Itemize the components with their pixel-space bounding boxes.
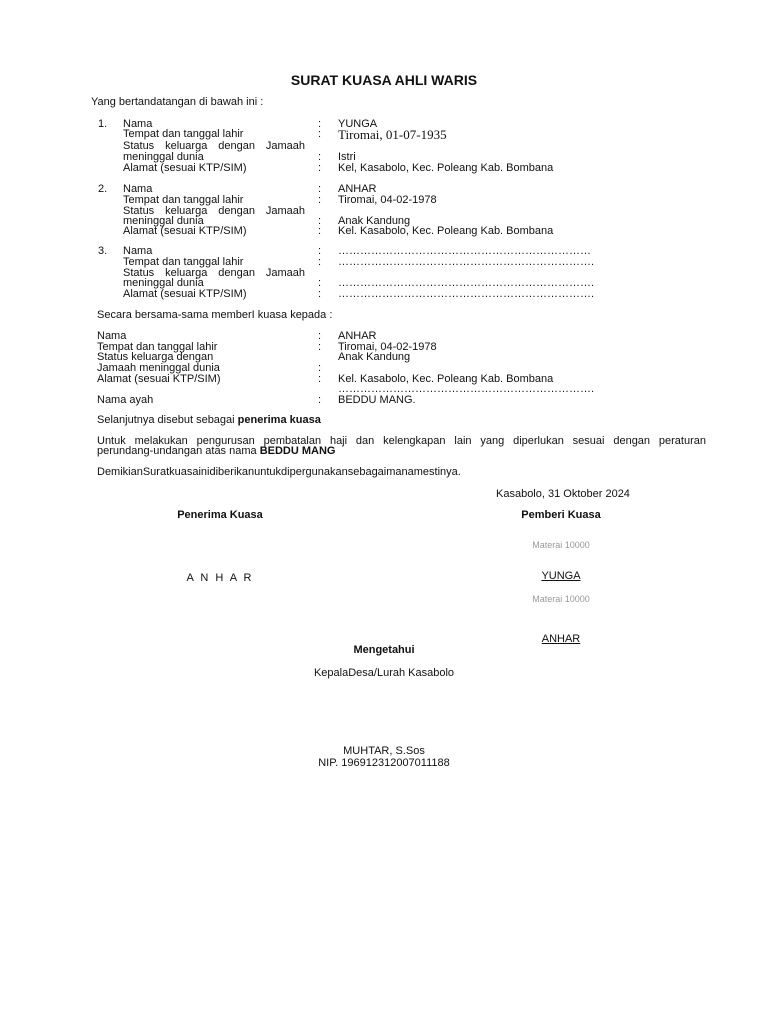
colon: : [318, 362, 322, 374]
value-alamat-dots: ……………………………………………………………. [338, 383, 595, 395]
penerima-name: A N H A R [186, 572, 254, 584]
label-status: Status keluarga dengan [97, 351, 214, 363]
place-date: Kasabolo, 31 Oktober 2024 [496, 488, 630, 500]
value-status: Anak Kandung [338, 351, 411, 363]
kepala-desa-title: KepalaDesa/Lurah Kasabolo [313, 667, 455, 679]
label-alamat: Alamat (sesuai KTP/SIM) [97, 373, 221, 385]
value-nama: …………………………………………………………… [338, 245, 591, 257]
person-number: 3. [98, 245, 108, 257]
label-nama: Nama [123, 245, 153, 257]
label-status: Status keluarga dengan Jamaah [123, 205, 305, 217]
value-ttl: Tiromai, 04-02-1978 [338, 194, 437, 206]
colon: : [318, 128, 322, 140]
value-nama: ANHAR [338, 330, 377, 342]
label-alamat: Alamat (sesuai KTP/SIM) [123, 225, 247, 237]
official-name: MUHTAR, S.Sos [343, 745, 425, 757]
colon: : [318, 225, 322, 237]
demikian-text: DemikianSuratkuasainidiberikanuntukdipergunakansebagaimanamestinya. [97, 466, 461, 478]
penerima-heading: Penerima Kuasa [177, 509, 263, 521]
label-nama: Nama [97, 330, 127, 342]
secara-text: Secara bersama-sama memberI kuasa kepada : [97, 309, 333, 321]
label-ttl: Tempat dan tanggal lahir [123, 128, 244, 140]
label-status-cont: Jamaah meninggal dunia [97, 362, 220, 374]
label-alamat: Alamat (sesuai KTP/SIM) [123, 288, 247, 300]
value-nama: YUNGA [338, 118, 378, 130]
selanjutnya-text [97, 415, 321, 426]
value-ttl: ……………………………………………………………. [338, 256, 595, 268]
colon: : [318, 394, 322, 406]
colon: : [318, 277, 322, 289]
value-alamat: Kel, Kasabolo, Kec. Poleang Kab. Bombana [338, 162, 554, 174]
label-status-cont: meninggal dunia [123, 151, 204, 163]
colon: : [318, 183, 322, 195]
colon: : [318, 215, 322, 227]
value-status: Istri [338, 151, 356, 163]
person-number: 2. [98, 183, 108, 195]
selanjutnya-prefix: Selanjutnya disebut sebagai [97, 414, 238, 426]
materai-stamp-1: Materai 10000 [532, 540, 590, 550]
label-ttl: Tempat dan tanggal lahir [123, 256, 244, 268]
label-alamat: Alamat (sesuai KTP/SIM) [123, 162, 247, 174]
label-nama: Nama [123, 183, 153, 195]
value-alamat: Kel. Kasabolo, Kec. Poleang Kab. Bombana [338, 225, 554, 237]
pemberi-heading: Pemberi Kuasa [521, 509, 601, 521]
materai-stamp-2: Materai 10000 [532, 594, 590, 604]
value-status: ……………………………………………………………. [338, 277, 595, 289]
colon: : [318, 330, 322, 342]
label-nama: Nama [123, 118, 153, 130]
colon: : [318, 245, 322, 257]
value-alamat: ……………………………………………………………. [338, 288, 595, 300]
label-ttl: Tempat dan tanggal lahir [97, 341, 218, 353]
official-nip: NIP. 196912312007011188 [318, 757, 450, 769]
value-status: Anak Kandung [338, 215, 411, 227]
value-ttl: Tiromai, 01-07-1935 [338, 127, 447, 142]
label-status-cont: meninggal dunia [123, 277, 204, 289]
value-alamat: Kel. Kasabolo, Kec. Poleang Kab. Bombana [338, 373, 554, 385]
colon: : [318, 288, 322, 300]
colon: : [318, 373, 322, 385]
colon: : [318, 162, 322, 174]
selanjutnya-bold: penerima kuasa [237, 414, 321, 426]
untuk-line-2 [97, 446, 335, 457]
label-status: Status keluarga dengan Jamaah [123, 140, 305, 152]
colon: : [318, 341, 322, 353]
colon: : [318, 118, 322, 130]
person-number: 1. [98, 118, 108, 130]
label-ayah: Nama ayah [97, 394, 154, 406]
value-ayah: BEDDU MANG. [338, 394, 416, 406]
label-status: Status keluarga dengan Jamaah [123, 267, 305, 279]
intro-text: Yang bertandatangan di bawah ini : [91, 96, 264, 108]
colon: : [318, 256, 322, 268]
mengetahui-heading: Mengetahui [353, 644, 415, 656]
label-status-cont: meninggal dunia [123, 215, 204, 227]
value-nama: ANHAR [338, 183, 377, 195]
untuk-line-1: Untuk melakukan pengurusan pembatalan haji dan kelengkapan lain yang diperlukan sesuai dengan peraturan [97, 435, 706, 447]
pemberi-name-2: ANHAR [541, 633, 581, 645]
pemberi-name-1: YUNGA [541, 570, 581, 582]
document-title: SURAT KUASA AHLI WARIS [290, 72, 478, 88]
colon: : [318, 194, 322, 206]
untuk-bold: BEDDU MANG [259, 445, 336, 457]
value-ttl: Tiromai, 04-02-1978 [338, 341, 437, 353]
untuk-prefix: perundang-undangan atas nama [97, 445, 260, 457]
label-ttl: Tempat dan tanggal lahir [123, 194, 244, 206]
colon: : [318, 151, 322, 163]
